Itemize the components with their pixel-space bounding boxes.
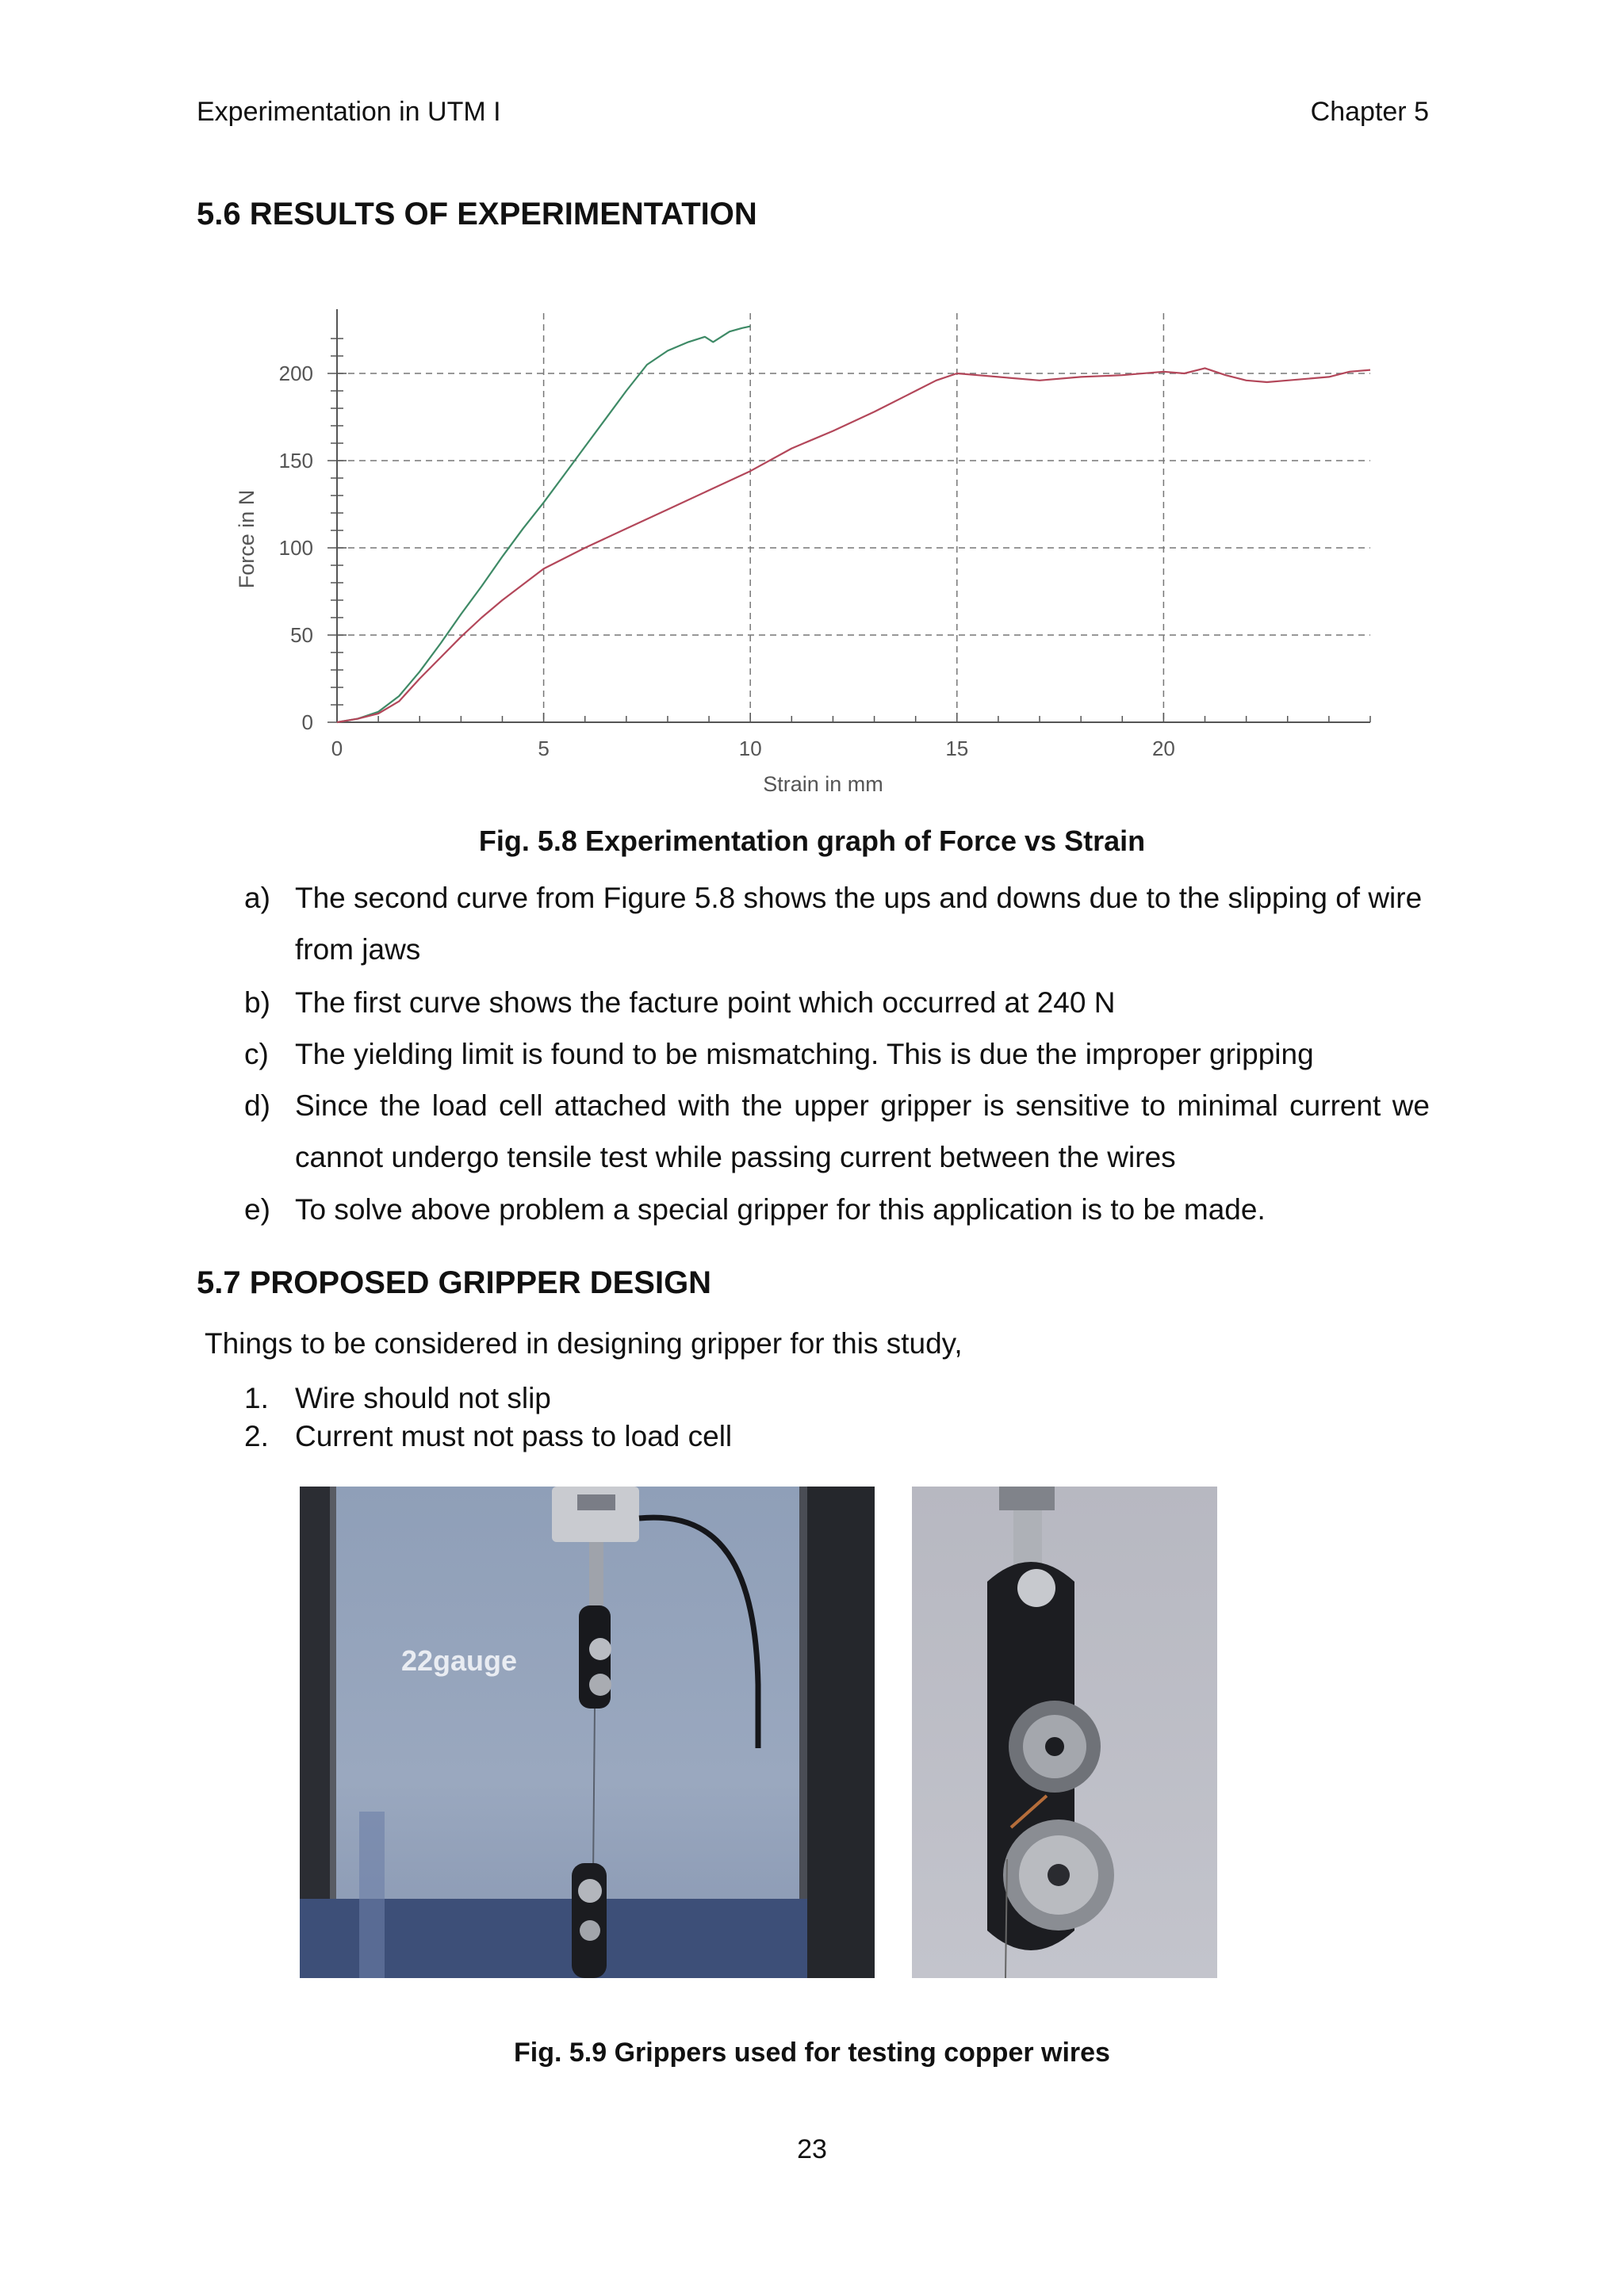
gripper-design-intro: Things to be considered in designing gripper for this study, <box>205 1327 963 1360</box>
x-tick-label: 0 <box>331 737 343 760</box>
list-marker: a) <box>244 882 270 914</box>
y-tick-label: 50 <box>290 623 313 647</box>
y-tick-label: 0 <box>301 710 313 734</box>
chart-grid <box>337 313 1370 722</box>
section-title-results: 5.6 RESULTS OF EXPERIMENTATION <box>197 197 757 232</box>
results-item-a <box>244 872 1430 975</box>
list-item-text: Since the load cell attached with the upper gripper is sensitive to minimal current we cannot undergo tensile test while passing current between the wires <box>295 1089 1430 1173</box>
figure-5-8-caption: Fig. 5.8 Experimentation graph of Force vs Strain <box>478 825 1146 857</box>
results-item-e <box>244 1184 1430 1235</box>
section-title-gripper-design: 5.7 PROPOSED GRIPPER DESIGN <box>197 1265 712 1300</box>
gripper-requirement-2 <box>244 1418 1430 1456</box>
list-marker: d) <box>244 1089 270 1122</box>
list-item-text: Current must not pass to load cell <box>295 1420 733 1452</box>
results-item-d <box>244 1080 1430 1183</box>
list-marker: 1. <box>244 1382 269 1414</box>
photo-label-22gauge: 22gauge <box>401 1644 518 1677</box>
list-item-text: The second curve from Figure 5.8 shows the ups and downs due to the slipping of wire from jaws <box>295 882 1423 966</box>
x-tick-label: 15 <box>945 737 969 760</box>
y-tick-label: 100 <box>278 536 313 560</box>
list-item-text: The yielding limit is found to be mismatching. This is due the improper gripping <box>295 1038 1314 1070</box>
force-strain-chart <box>230 293 1396 809</box>
y-tick-label: 200 <box>278 362 313 385</box>
x-axis-label: Strain in mm <box>763 772 883 796</box>
list-marker: b) <box>244 986 270 1019</box>
chart-lines <box>337 327 1370 722</box>
chart-ticks <box>279 339 1370 760</box>
list-item-text: The first curve shows the facture point which occurred at 240 N <box>295 986 1116 1019</box>
series-line-2 <box>337 368 1370 722</box>
page-number: 23 <box>797 2134 827 2164</box>
photo-utm-grippers <box>300 1487 875 1978</box>
list-marker: c) <box>244 1038 269 1070</box>
list-item-text: Wire should not slip <box>295 1382 551 1414</box>
list-marker: e) <box>244 1193 270 1226</box>
running-header-right: Chapter 5 <box>1310 97 1429 127</box>
x-tick-label: 5 <box>538 737 550 760</box>
y-tick-label: 150 <box>278 449 313 473</box>
x-tick-label: 20 <box>1151 737 1175 760</box>
y-axis-label: Force in N <box>235 489 259 589</box>
x-tick-label: 10 <box>738 737 762 760</box>
results-item-b <box>244 977 1430 1028</box>
photo-gripper-closeup <box>912 1487 1217 1978</box>
gripper-requirement-1 <box>244 1380 1430 1418</box>
list-item-text: To solve above problem a special gripper for this application is to be made. <box>295 1193 1266 1226</box>
results-item-c <box>244 1028 1430 1080</box>
figure-5-9-caption: Fig. 5.9 Grippers used for testing copper wires <box>514 2038 1110 2068</box>
running-header-left: Experimentation in UTM I <box>197 97 501 127</box>
list-marker: 2. <box>244 1420 269 1452</box>
